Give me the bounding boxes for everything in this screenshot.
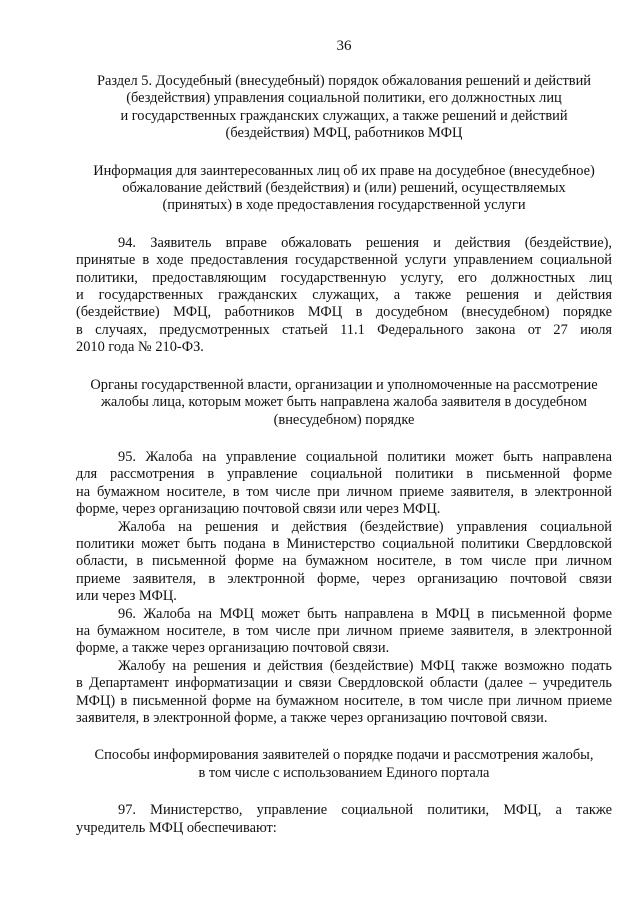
paragraph-94: [76, 235, 612, 357]
text-line: области, в письменной форме на бумажном носителе, в том числе при личном: [76, 553, 612, 570]
text-line: на бумажном носителе, в том числе при личном приеме заявителя, в электронной: [76, 483, 612, 500]
text-line: (бездействие) МФЦ, работников МФЦ в досудебном (внесудебном) порядке: [76, 304, 612, 321]
section-title-line: и государственных гражданских служащих, а также решений и действий: [120, 107, 568, 124]
paragraph-96: [76, 606, 612, 658]
text-line: в случаях, предусмотренных статьей 11.1 Федерального закона от 27 июля: [76, 321, 612, 338]
subheading-line: обжалование действий (бездействия) и (или) решений, осуществляемых: [122, 180, 566, 197]
text-line: форме, через организацию почтовой связи или через МФЦ.: [76, 501, 441, 518]
text-line: заявителя, в электронной форме, а также через организацию почтовой связи.: [76, 710, 548, 726]
subheading-ways: [76, 747, 612, 782]
text-line: Жалобу на решения и действия (бездействие) МФЦ также возможно подать: [118, 657, 612, 674]
text-line: на бумажном носителе, в том числе при личном приеме заявителя, в электронной: [76, 622, 612, 639]
subheading-line: в том числе с использованием Единого портала: [198, 764, 490, 781]
text-line: 94. Заявитель вправе обжаловать решения и действия (бездействие),: [118, 234, 612, 251]
text-line: для рассмотрения в управление социальной политики в письменной форме: [76, 466, 612, 483]
subheading-line: Органы государственной власти, организации и уполномоченные на рассмотрение: [90, 376, 598, 393]
page-number: 36: [336, 38, 352, 54]
text-line: политики, предоставляющим государственную услугу, его должностных лиц: [76, 269, 612, 286]
text-line: Жалоба на решения и действия (бездействие) управления социальной: [118, 518, 612, 535]
text-line: 95. Жалоба на управление социальной политики может быть направлена: [118, 448, 612, 465]
paragraph-95: [76, 449, 612, 519]
section-title: [76, 73, 612, 143]
section-title-line: Раздел 5. Досудебный (внесудебный) порядок обжалования решений и действий: [96, 73, 592, 89]
subheading-info: [76, 163, 612, 215]
text-line: в Департамент информатизации и связи Свердловской области (далее – учредитель: [76, 675, 612, 692]
text-line: принятые в ходе предоставления государственной услуги управлением социальной: [76, 252, 612, 269]
text-line: приеме заявителя, в электронной форме, через организацию почтовой связи: [76, 570, 612, 587]
text-line: или через МФЦ.: [76, 588, 177, 605]
text-line: политики может быть подана в Министерство социальной политики Свердловской: [76, 535, 612, 552]
text-line: 96. Жалоба на МФЦ может быть направлена в МФЦ в письменной форме: [118, 605, 612, 622]
paragraph-97: [76, 802, 612, 837]
text-line: 97. Министерство, управление социальной политики, МФЦ, а также: [118, 802, 612, 819]
text-line: учредитель МФЦ обеспечивают:: [76, 819, 277, 836]
subheading-line: (внесудебном) порядке: [273, 411, 415, 428]
section-title-line: (бездействия) управления социальной политики, его должностных лиц: [126, 90, 562, 107]
text-line: и государственных гражданских служащих, а также решения и действия: [76, 287, 612, 304]
text-line: 2010 года № 210-ФЗ.: [76, 339, 204, 356]
text-line: форме, а также через организацию почтовой связи.: [76, 640, 390, 657]
paragraph-95-2: [76, 519, 612, 606]
subheading-line: Информация для заинтересованных лиц об их праве на досудебное (внесудебное): [93, 162, 595, 179]
subheading-line: Способы информирования заявителей о порядке подачи и рассмотрения жалобы,: [94, 747, 594, 764]
text-line: МФЦ) в письменной форме на бумажном носителе, в том числе при личном приеме: [76, 692, 612, 709]
paragraph-96-2: [76, 658, 612, 728]
subheading-line: (принятых) в ходе предоставления государственной услуги: [162, 197, 526, 214]
subheading-line: жалобы лица, которым может быть направлена жалоба заявителя в досудебном: [100, 394, 588, 411]
subheading-organs: [76, 377, 612, 429]
section-title-line: (бездействия) МФЦ, работников МФЦ: [225, 125, 463, 142]
